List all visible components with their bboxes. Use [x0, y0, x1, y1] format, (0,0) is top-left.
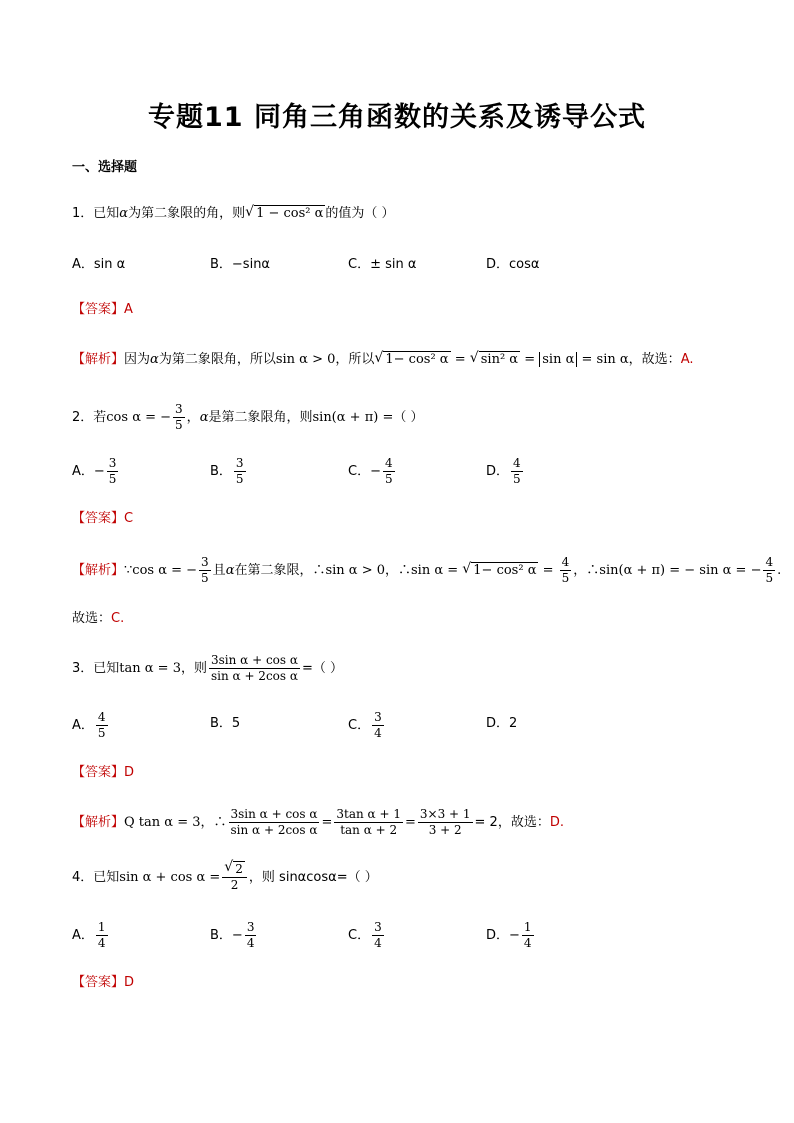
q2-option-d: D． $\frac{4}{5}$ — [486, 456, 521, 486]
question-2-stem: 2．若cos α = − $\frac{3}{5}$ ，α是第二象限角，则sin(α + π) =（ ） — [72, 402, 424, 432]
q2-analysis-choice: 故选：C. — [72, 611, 125, 626]
q3-option-b: B．5 — [210, 716, 241, 731]
q4-option-c: C． $\frac{3}{4}$ — [348, 920, 382, 950]
q2-analysis: 【解析】∵cos α = − $\frac{3}{5}$ 且α在第二象限，∴sin α > 0，∴sin α = √ 1− cos² α = $\frac{4}{5}$ ，∴sin(α + π) = − sin α = − $\frac{4}{5}$ . — [72, 555, 781, 586]
q4-option-d: D．− $\frac{1}{4}$ — [486, 920, 532, 950]
q2-option-c: C．− $\frac{4}{5}$ — [348, 456, 393, 486]
q3-option-d: D．2 — [486, 716, 518, 731]
page-title: 专题11 同角三角函数的关系及诱导公式 — [148, 102, 646, 133]
q1-option-a: A．sin α — [72, 257, 126, 272]
q3-option-a: A． $\frac{4}{5}$ — [72, 710, 106, 740]
section-heading: 一、选择题 — [72, 160, 138, 175]
q1-option-c: C．± sin α — [348, 257, 417, 272]
q2-answer: 【答案】C — [72, 511, 134, 526]
question-4-stem: 4．已知sin α + cos α = √ $\frac{2}{2}$ ，则 sinαcosα=（ ） — [72, 861, 378, 895]
q3-option-c: C． $\frac{3}{4}$ — [348, 710, 382, 740]
sqrt-expression: √ 1 − cos² α — [245, 204, 325, 224]
question-3-stem: 3．已知tan α = 3，则 $\frac{\text{3sin α + cos α}}{\text{sin α + 2cos α}}$ =（ ） — [72, 653, 343, 683]
q2-option-b: B． $\frac{3}{5}$ — [210, 456, 244, 486]
q3-analysis: 【解析】Q tan α = 3，∴ $\frac{\text{3sin α + cos α}}{\text{sin α + 2cos α}}$ = $\frac{\text{3tan α + 1}}{\text{tan α + 2}}$ = $\frac{3\times 3 + 1}{3 + 2}$ = 2，故选：D. — [72, 807, 564, 837]
q1-answer: 【答案】A — [72, 302, 133, 317]
q2-option-a: A．− $\frac{3}{5}$ — [72, 456, 117, 486]
q4-option-b: B．− $\frac{3}{4}$ — [210, 920, 255, 950]
question-1-stem: 1．已知α为第二象限的角，则√ 1 − cos² α 的值为（ ） — [72, 204, 395, 224]
q1-option-b: B．−sinα — [210, 257, 271, 272]
q4-answer: 【答案】D — [72, 975, 135, 990]
q1-option-d: D．cosα — [486, 257, 540, 272]
q4-option-a: A． $\frac{1}{4}$ — [72, 920, 106, 950]
q1-analysis: 【解析】因为α为第二象限角，所以sin α > 0，所以√ 1− cos² α = √ sin² α = sin α = sin α，故选：A. — [72, 350, 693, 370]
q3-answer: 【答案】D — [72, 765, 135, 780]
